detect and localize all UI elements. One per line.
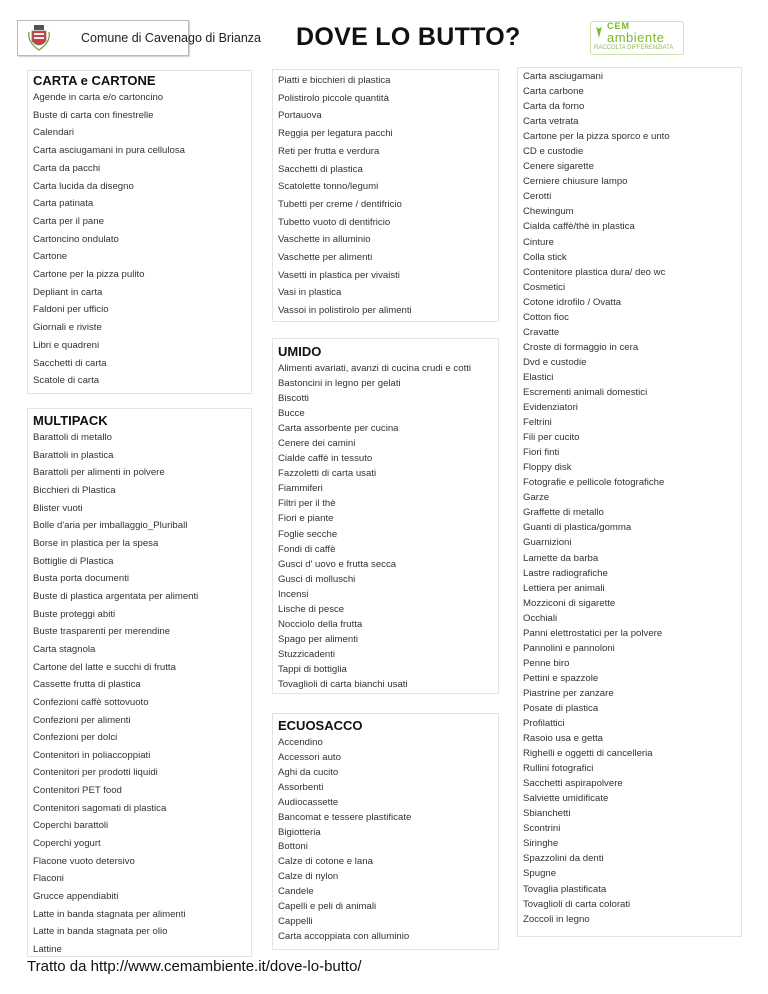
item-list: [28, 429, 251, 959]
list-item: Contenitori sagomati di plastica: [33, 802, 167, 814]
list-item: Aghi da cucito: [278, 766, 339, 778]
list-item: Cerniere chiusure lampo: [523, 176, 628, 188]
source-footer: Tratto da http://www.cemambiente.it/dove-lo-butto/: [27, 958, 362, 975]
list-item: Righelli e oggetti di cancelleria: [523, 748, 653, 760]
list-item: Escrementi animali domestici: [523, 386, 648, 398]
cem-ambiente-logo: [590, 21, 684, 55]
list-item: Carta stagnola: [33, 643, 96, 655]
list-item: Fiori finti: [523, 447, 560, 459]
logo-line2: ambiente: [607, 30, 665, 45]
list-item: Evidenziatori: [523, 402, 578, 414]
list-item: Accessori auto: [278, 751, 341, 763]
list-item: Biscotti: [278, 393, 309, 405]
list-item: Cassette frutta di plastica: [33, 679, 141, 691]
list-item: Piatti e bicchieri di plastica: [278, 75, 391, 86]
list-item: Carta carbone: [523, 86, 584, 98]
list-item: Calze di nylon: [278, 871, 339, 883]
list-item: Salviette umidificate: [523, 793, 609, 805]
item-list: [273, 361, 498, 692]
list-item: Faldoni per ufficio: [33, 304, 109, 316]
list-item: Lische di pesce: [278, 603, 345, 615]
list-item: Cartone: [33, 251, 68, 263]
page-title: DOVE LO BUTTO?: [296, 23, 521, 51]
list-item: Buste trasparenti per merendine: [33, 626, 171, 638]
list-item: Buste di plastica argentata per alimenti: [33, 590, 199, 602]
list-item: Carta accoppiata con alluminio: [278, 930, 410, 942]
list-item: Guanti di plastica/gomma: [523, 522, 632, 534]
list-item: Dvd e custodie: [523, 356, 587, 368]
list-item: Tovaglia plastificata: [523, 883, 607, 895]
list-item: Vasi in plastica: [278, 287, 342, 299]
list-item: Zoccoli in legno: [523, 913, 590, 925]
list-item: Capelli e peli di animali: [278, 901, 377, 913]
list-item: Carta lucida da disegno: [33, 180, 134, 192]
list-item: Coperchi barattoli: [33, 820, 109, 832]
list-item: Tappi di bottiglia: [278, 663, 347, 675]
list-item: Piastrine per zanzare: [523, 687, 614, 699]
list-item: Sbianchetti: [523, 808, 571, 820]
list-item: Blister vuoti: [33, 502, 83, 514]
list-item: Sacchetti di plastica: [278, 163, 363, 175]
list-item: Chewingum: [523, 206, 574, 218]
item-list: [28, 89, 251, 390]
list-item: Garze: [523, 492, 550, 504]
list-item: Audiocassette: [278, 796, 339, 808]
list-item: Scatolette tonno/legumi: [278, 181, 379, 193]
list-item: Lamette da barba: [523, 552, 599, 564]
list-item: Croste di formaggio in cera: [523, 341, 639, 353]
list-item: Grucce appendiabiti: [33, 891, 119, 903]
list-item: Filtri per il thè: [278, 498, 336, 510]
list-item: Pettini e spazzole: [523, 672, 599, 684]
list-item: Gusci di molluschi: [278, 573, 356, 585]
list-item: Barattoli per alimenti in polvere: [33, 467, 165, 479]
list-item: Scatole di carta: [33, 375, 100, 387]
list-item: Spugne: [523, 868, 557, 880]
list-item: Reti per frutta e verdura: [278, 145, 380, 157]
leaf-icon: [595, 25, 603, 39]
list-item: Fili per cucito: [523, 432, 580, 444]
list-item: Floppy disk: [523, 462, 572, 474]
list-item: Cenere dei camini: [278, 438, 356, 450]
list-item: Tubetto vuoto di dentifricio: [278, 216, 391, 228]
list-item: Cotone idrofilo / Ovatta: [523, 296, 622, 308]
list-item: Carta assorbente per cucina: [278, 423, 399, 435]
list-item: Nocciolo della frutta: [278, 618, 363, 630]
list-item: Reggia per legatura pacchi: [278, 128, 393, 140]
comune-name: Comune di Cavenago di Brianza: [81, 31, 261, 45]
list-item: Posate di plastica: [523, 702, 599, 714]
list-item: Sacchetti aspirapolvere: [523, 778, 623, 790]
list-item: Incensi: [278, 588, 309, 600]
list-item: Confezioni caffè sottovuoto: [33, 696, 149, 708]
item-list: [273, 736, 498, 945]
list-item: Vasetti in plastica per vivaisti: [278, 269, 400, 281]
list-item: Elastici: [523, 371, 554, 383]
section-umido: [272, 338, 499, 694]
list-item: Barattoli di metallo: [33, 432, 112, 443]
section-title: MULTIPACK: [33, 413, 108, 428]
list-item: Mozziconi di sigarette: [523, 597, 616, 609]
list-item: Confezioni per dolci: [33, 732, 118, 744]
list-item: Confezioni per alimenti: [33, 714, 131, 726]
list-item: Scontrini: [523, 823, 561, 835]
list-item: Agende in carta e/o cartoncino: [33, 92, 164, 103]
list-item: Cotton fioc: [523, 311, 569, 323]
list-item: Feltrini: [523, 417, 552, 429]
list-item: Contenitori per prodotti liquidi: [33, 767, 158, 779]
list-item: Libri e quadreni: [33, 339, 100, 351]
logo-line3: RACCOLTA DIFFERENZIATA: [594, 45, 674, 51]
list-item: Buste di carta con finestrelle: [33, 109, 154, 121]
list-item: Bastoncini in legno per gelati: [278, 378, 401, 390]
list-item: Cartone per la pizza pulito: [33, 269, 145, 281]
list-item: Cravatte: [523, 326, 560, 338]
section-ecuosacco-continued: [517, 67, 742, 937]
list-item: Carta asciugamani: [523, 71, 603, 82]
list-item: Cartoncino ondulato: [33, 233, 119, 245]
list-item: Alimenti avariati, avanzi di cucina crudi e cotti: [278, 363, 472, 374]
list-item: Tovaglioli di carta colorati: [523, 898, 631, 910]
list-item: Guarnizioni: [523, 537, 572, 549]
list-item: Occhiali: [523, 612, 558, 624]
list-item: Carta da forno: [523, 101, 585, 113]
logo-line1: CEM: [607, 21, 630, 31]
list-item: Cartone per la pizza sporco e unto: [523, 131, 670, 143]
list-item: Lettiera per animali: [523, 582, 605, 594]
list-item: Vaschette per alimenti: [278, 252, 373, 264]
list-item: Vassoi in polistirolo per alimenti: [278, 305, 412, 317]
list-item: Spago per alimenti: [278, 633, 358, 645]
list-item: Giornali e riviste: [33, 322, 102, 334]
list-item: Contenitore plastica dura/ deo wc: [523, 266, 666, 278]
list-item: Sacchetti di carta: [33, 357, 107, 369]
list-item: Fiori e piante: [278, 513, 334, 525]
list-item: Carta patinata: [33, 198, 94, 210]
list-item: Flacone vuoto detersivo: [33, 855, 135, 867]
list-item: Bucce: [278, 408, 305, 420]
list-item: Tovaglioli di carta bianchi usati: [278, 678, 408, 690]
list-item: Busta porta documenti: [33, 573, 129, 585]
list-item: Cialda caffè/thè in plastica: [523, 221, 635, 233]
list-item: Contenitori PET food: [33, 785, 122, 797]
comune-header: [17, 20, 261, 56]
list-item: Carta vetrata: [523, 116, 579, 128]
section-multipack-continued: [272, 69, 499, 322]
list-item: Panni elettrostatici per la polvere: [523, 627, 663, 639]
list-item: Carta da pacchi: [33, 162, 101, 174]
section-title: UMIDO: [278, 344, 322, 359]
list-item: Lattine: [33, 944, 62, 956]
section-title: CARTA e CARTONE: [33, 73, 156, 88]
list-item: Bicchieri di Plastica: [33, 484, 116, 496]
list-item: Fondi di caffè: [278, 543, 336, 555]
item-list: [518, 69, 741, 927]
list-item: Flaconi: [33, 873, 64, 885]
section-ecuosacco: [272, 713, 499, 950]
list-item: Graffette di metallo: [523, 507, 604, 519]
list-item: Cinture: [523, 236, 554, 248]
list-item: Colla stick: [523, 251, 567, 263]
list-item: Cappelli: [278, 916, 313, 928]
list-item: CD e custodie: [523, 146, 584, 158]
list-item: Bottiglie di Plastica: [33, 555, 114, 567]
list-item: Cenere sigarette: [523, 161, 594, 173]
list-item: Bolle d'aria per imballaggio_Pluriball: [33, 520, 188, 532]
list-item: Tubetti per creme / dentifricio: [278, 198, 402, 210]
list-item: Siringhe: [523, 838, 559, 850]
list-item: Profilattici: [523, 718, 565, 730]
list-item: Depliant in carta: [33, 286, 103, 298]
list-item: Assorbenti: [278, 781, 324, 793]
list-item: Latte in banda stagnata per alimenti: [33, 908, 186, 920]
list-item: Stuzzicadenti: [278, 648, 336, 660]
list-item: Carta asciugamani in pura cellulosa: [33, 145, 185, 157]
list-item: Foglie secche: [278, 528, 338, 540]
section-multipack: [27, 408, 252, 957]
list-item: Candele: [278, 886, 314, 898]
list-item: Coperchi yogurt: [33, 838, 101, 850]
list-item: Vaschette in alluminio: [278, 234, 371, 246]
list-item: Bancomat e tessere plastificate: [278, 811, 412, 823]
list-item: Calendari: [33, 127, 75, 139]
list-item: Gusci d' uovo e frutta secca: [278, 558, 397, 570]
list-item: Portauova: [278, 110, 322, 122]
list-item: Pannolini e pannoloni: [523, 642, 615, 654]
list-item: Fotografie e pellicole fotografiche: [523, 477, 665, 489]
list-item: Cerotti: [523, 191, 552, 203]
list-item: Cosmetici: [523, 281, 566, 293]
list-item: Rullini fotografici: [523, 763, 594, 775]
list-item: Rasoio usa e getta: [523, 733, 604, 745]
list-item: Cialde caffè in tessuto: [278, 453, 373, 465]
list-item: Calze di cotone e lana: [278, 856, 373, 868]
list-item: Lastre radiografiche: [523, 567, 608, 579]
list-item: Polistirolo piccole quantità: [278, 92, 389, 104]
list-item: Penne biro: [523, 657, 570, 669]
list-item: Carta per il pane: [33, 215, 104, 227]
list-item: Accendino: [278, 737, 323, 748]
list-item: Fazzoletti di carta usati: [278, 468, 377, 480]
list-item: Bigiotteria: [278, 826, 321, 838]
list-item: Latte in banda stagnata per olio: [33, 926, 168, 938]
list-item: Spazzolini da denti: [523, 853, 604, 865]
list-item: Buste proteggi abiti: [33, 608, 116, 620]
comune-crest-icon: [26, 24, 52, 52]
section-carta: [27, 70, 252, 394]
list-item: Barattoli in plastica: [33, 449, 114, 461]
list-item: Cartone del latte e succhi di frutta: [33, 661, 176, 673]
list-item: Bottoni: [278, 841, 308, 853]
list-item: Fiammiferi: [278, 483, 323, 495]
list-item: Contenitori in poliaccoppiati: [33, 749, 151, 761]
item-list: [273, 72, 498, 320]
section-title: ECUOSACCO: [278, 718, 363, 733]
list-item: Borse in plastica per la spesa: [33, 537, 159, 549]
